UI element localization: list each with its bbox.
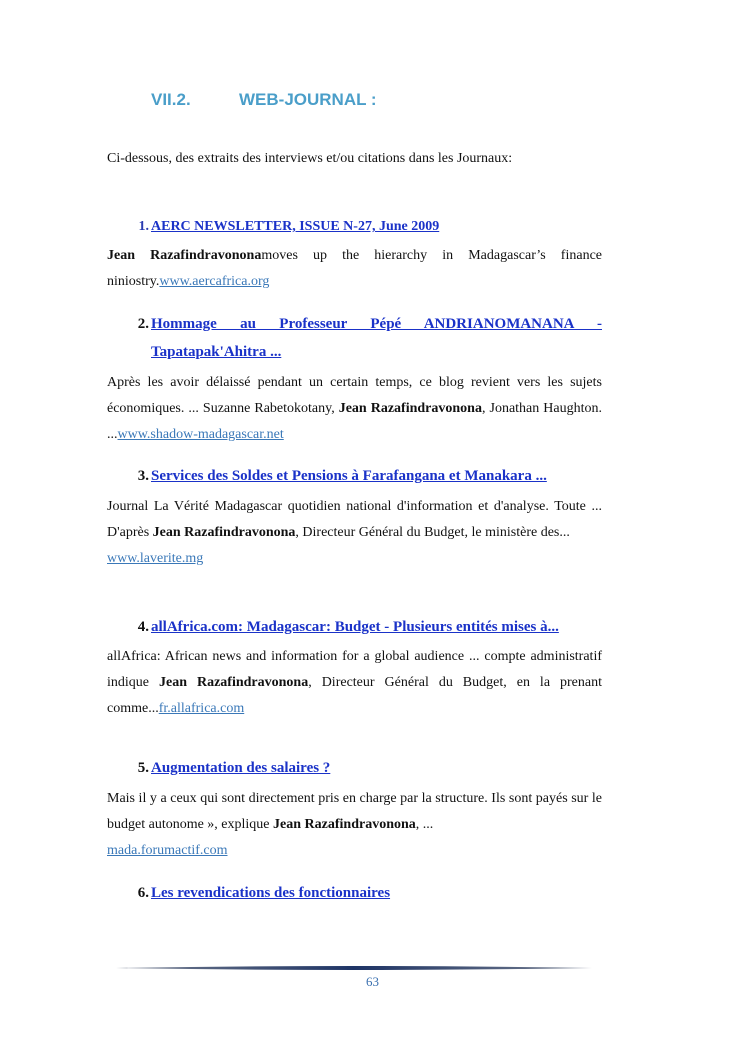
item-4-url-link[interactable]: fr.allafrica.com <box>158 701 245 716</box>
item-2-title-link[interactable]: Hommage au Professeur Pépé ANDRIANOMANANA - Tapatapak'Ahitra ... <box>151 316 602 360</box>
page-number: 63 <box>366 974 379 989</box>
footer-divider <box>116 964 592 972</box>
item-3-url-link[interactable]: www.laverite.mg <box>107 551 204 566</box>
item-6-title-link[interactable]: Les revendications des fonctionnaires <box>151 885 391 901</box>
item-3-title-link[interactable]: Services des Soldes et Pensions à Farafangana et Manakara ... <box>151 468 547 484</box>
item-1-text: Jean Razafindravononamoves up the hierarchy in Madagascar’s finance niniostry.www.aercafrica.org <box>107 248 602 289</box>
person-name: Jean Razafindravonona <box>338 401 482 416</box>
item-number: 1. <box>138 219 149 234</box>
item-3-heading <box>107 462 602 490</box>
section-title: WEB-JOURNAL : <box>239 90 377 109</box>
person-name: Jean Razafindravonona <box>107 248 262 263</box>
item-number: 4. <box>137 619 149 635</box>
item-5-url-link[interactable]: mada.forumactif.com <box>107 843 228 858</box>
item-4-text: allAfrica: African news and information for a global audience ... compte administratif indique Jean Razafindravonona, Directeur Général du Budget, en la prenant comme...fr.allafrica.com <box>107 649 602 716</box>
item-3-text: Journal La Vérité Madagascar quotidien national d'information et d'analyse. Toute ... D'après Jean Razafindravonona, Directeur Général du Budget, le ministère des... www.laverite.mg <box>107 499 602 566</box>
item-2-url-link[interactable]: www.shadow-madagascar.net <box>117 427 284 442</box>
item-4-heading <box>107 613 602 641</box>
item-5-heading <box>107 754 602 782</box>
item-2-heading <box>107 310 602 366</box>
item-2-text: Après les avoir délaissé pendant un certain temps, ce blog revient vers les sujets économiques. ... Suzanne Rabetokotany, Jean Razafindravonona, Jonathan Haughton. ...www.shadow-madagascar.net <box>107 375 602 442</box>
item-1-title-link[interactable]: AERC NEWSLETTER, ISSUE N-27, June 2009 <box>151 219 440 234</box>
item-4-title-link[interactable]: allAfrica.com: Madagascar: Budget - Plusieurs entités mises à... <box>151 619 559 635</box>
item-number: 3. <box>137 468 149 484</box>
item-1-url-link[interactable]: www.aercafrica.org <box>159 274 270 289</box>
item-number: 6. <box>137 885 149 901</box>
item-number: 2. <box>137 316 149 332</box>
item-1-heading <box>107 213 602 241</box>
item-6-heading <box>107 879 602 907</box>
item-number: 5. <box>137 760 149 776</box>
intro-text: Ci-dessous, des extraits des interviews et/ou citations dans les Journaux: <box>107 151 513 166</box>
person-name: Jean Razafindravonona <box>158 675 309 690</box>
item-5-text: Mais il y a ceux qui sont directement pris en charge par la structure. Ils sont payés sur le budget autonome », explique Jean Razafindravonona, ... mada.forumactif.com <box>107 791 602 858</box>
person-name: Jean Razafindravonona <box>152 525 296 540</box>
item-5-title-link[interactable]: Augmentation des salaires ? <box>151 760 331 776</box>
section-number: VII.2. <box>151 90 191 109</box>
person-name: Jean Razafindravonona <box>273 817 416 832</box>
